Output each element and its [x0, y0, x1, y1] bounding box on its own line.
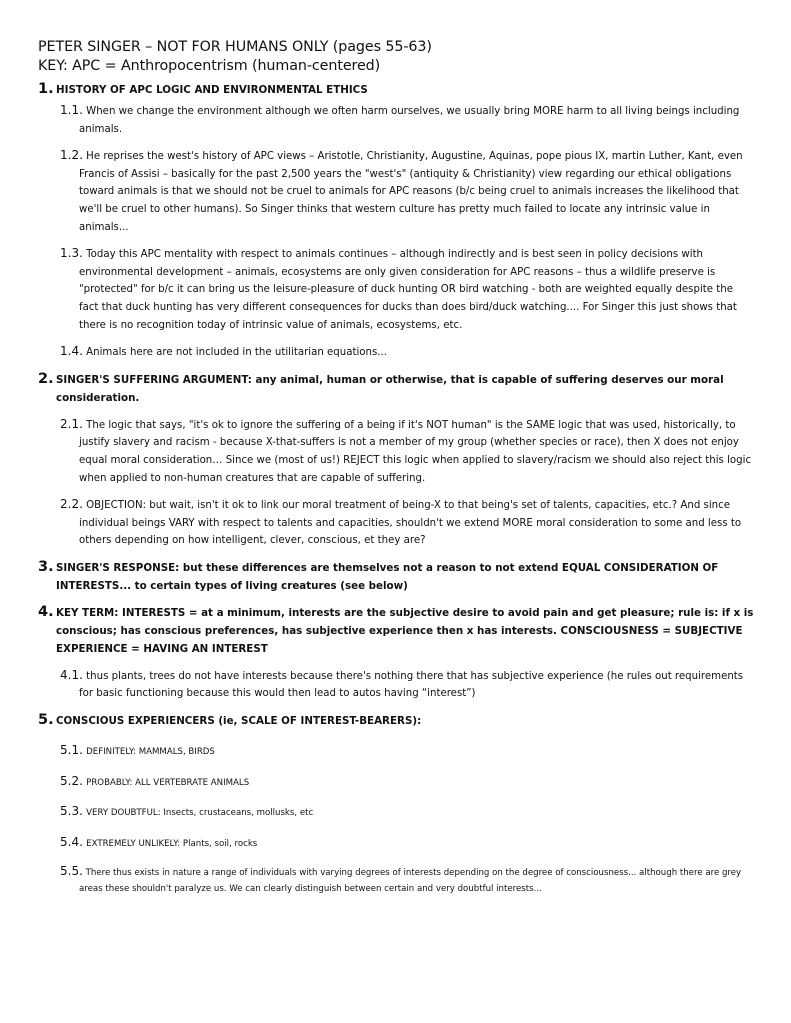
list-item: [60, 834, 755, 853]
list-item: [60, 803, 755, 822]
item-number: 1.2.: [60, 148, 83, 163]
item-text: OBJECTION: but wait, isn't it ok to link our moral treatment of being-X to that being's set of talents, capacities, etc.? And since individual beings VARY with respect to talents and capacities, shouldn't we extend MORE moral consideration to some and less to others depending on how intelligent, clever, conscious, et they are?: [79, 500, 742, 547]
list-item: [60, 496, 755, 550]
item-number: 2.1.: [60, 416, 83, 431]
section-number: 2.: [38, 370, 54, 387]
item-number: 5.5.: [60, 864, 83, 879]
section-1: [38, 80, 755, 362]
section-number: 4.: [38, 603, 54, 620]
item-number: 1.4.: [60, 344, 83, 359]
item-text: DEFINITELY: MAMMALS, BIRDS: [86, 747, 215, 758]
list-item: [60, 742, 755, 761]
item-number: 2.2.: [60, 497, 83, 512]
item-number: 1.3.: [60, 246, 83, 261]
item-text: thus plants, trees do not have interests because there's nothing there that has subjective experience (he rules out requirements for basic functioning because this would then lead to autos having “interest”): [79, 670, 744, 700]
section-5: [38, 711, 755, 897]
item-text: Today this APC mentality with respect to animals continues – although indirectly and is best seen in policy decisions with environmental development – animals, ecosystems are only given consideration for APC reasons – thus a wildlife preserve is "protected" for b/c it can bring us the leisure-pleasure of duck hunting OR bird watching - both are weighted equally despite the fact that duck hunting has very different consequences for ducks than does bird/duck watching.... For Singer this just shows that there is no recognition today of intrinsic value of animals, ecosystems, etc.: [79, 249, 737, 331]
section-heading-text: HISTORY OF APC LOGIC AND ENVIRONMENTAL ETHICS: [56, 84, 368, 96]
section-heading-text: SINGER'S RESPONSE: but these differences are themselves not a reason to not extend EQUAL CONSIDERATION OF INTERESTS... to certain types of living creatures (see below): [56, 561, 719, 592]
section-4: [38, 603, 755, 703]
document-title: PETER SINGER – NOT FOR HUMANS ONLY (pages 55-63): [38, 39, 432, 55]
list-item: [60, 102, 755, 138]
list-item: [60, 343, 755, 362]
item-text: VERY DOUBTFUL: Insects, crustaceans, mollusks, etc: [86, 808, 314, 819]
item-text: EXTREMELY UNLIKELY: Plants, soil, rocks: [86, 838, 258, 849]
item-number: 5.4.: [60, 834, 83, 849]
list-item: [60, 667, 755, 703]
item-text: PROBABLY: ALL VERTEBRATE ANIMALS: [86, 777, 250, 788]
section-heading-text: CONSCIOUS EXPERIENCERS (ie, SCALE OF INTEREST-BEARERS):: [56, 715, 422, 728]
item-number: 4.1.: [60, 667, 83, 682]
list-item: [60, 773, 755, 792]
item-text: When we change the environment although we often harm ourselves, we usually bring MORE harm to all living beings including animals.: [79, 106, 740, 135]
item-text: He reprises the west's history of APC views – Aristotle, Christianity, Augustine, Aquinas, pope pious IX, martin Luther, Kant, even Francis of Assisi – basically for the past 2,500 years the "west's" (antiquity & Christianity) view regarding our ethical obligations toward animals is that we should not be cruel to animals for APC reasons (b/c being cruel to animals increases the likelihood that we'll be cruel to other humans). So Singer thinks that western culture has pretty much failed to locate any intrinsic value in animals...: [79, 151, 743, 233]
section-heading: [38, 80, 755, 99]
section-number: 3.: [38, 558, 54, 575]
item-number: 1.1.: [60, 103, 83, 117]
section-heading: [38, 711, 755, 730]
list-item: [60, 864, 755, 897]
item-number: 5.3.: [60, 804, 83, 819]
item-text: There thus exists in nature a range of individuals with varying degrees of interests depending on the degree of consciousness... although there are grey areas these shouldn't paralyze us. We can clearly distinguish between certain and very doubtful interests...: [79, 868, 742, 894]
list-item: [60, 416, 755, 487]
section-heading: [38, 558, 755, 595]
section-2: [38, 370, 755, 550]
list-item: [60, 147, 755, 236]
item-text: The logic that says, "it's ok to ignore the suffering of a being if it's NOT human" is the SAME logic that was used, historically, to justify slavery and racism - because X-that-suffers is not a member of my group (whether species or race), then X does not enjoy equal moral consideration… Since we (most of us!) REJECT this logic when applied to slavery/racism we should also reject this logic when applied to non-human creatures that are capable of suffering.: [79, 419, 752, 484]
section-number: 1.: [38, 81, 54, 97]
section-3: [38, 558, 755, 595]
section-heading-text: SINGER'S SUFFERING ARGUMENT: any animal, human or otherwise, that is capable of suffering deserves our moral consideration.: [56, 373, 724, 404]
section-number: 5.: [38, 712, 54, 729]
section-heading-text: KEY TERM: INTERESTS = at a minimum, interests are the subjective desire to avoid pain and get pleasure; rule is: if x is conscious; has conscious preferences, has subjective experience then x has interests. CONSCIOUSNESS = SUBJECTIVE EXPERIENCE = HAVING AN INTEREST: [56, 606, 754, 655]
document-key: KEY: APC = Anthropocentrism (human-centered): [38, 58, 381, 74]
section-heading: [38, 603, 755, 658]
item-number: 5.1.: [60, 743, 83, 758]
list-item: [60, 245, 755, 334]
item-number: 5.2.: [60, 773, 83, 788]
item-text: Animals here are not included in the utilitarian equations...: [86, 347, 387, 359]
section-heading: [38, 370, 755, 407]
